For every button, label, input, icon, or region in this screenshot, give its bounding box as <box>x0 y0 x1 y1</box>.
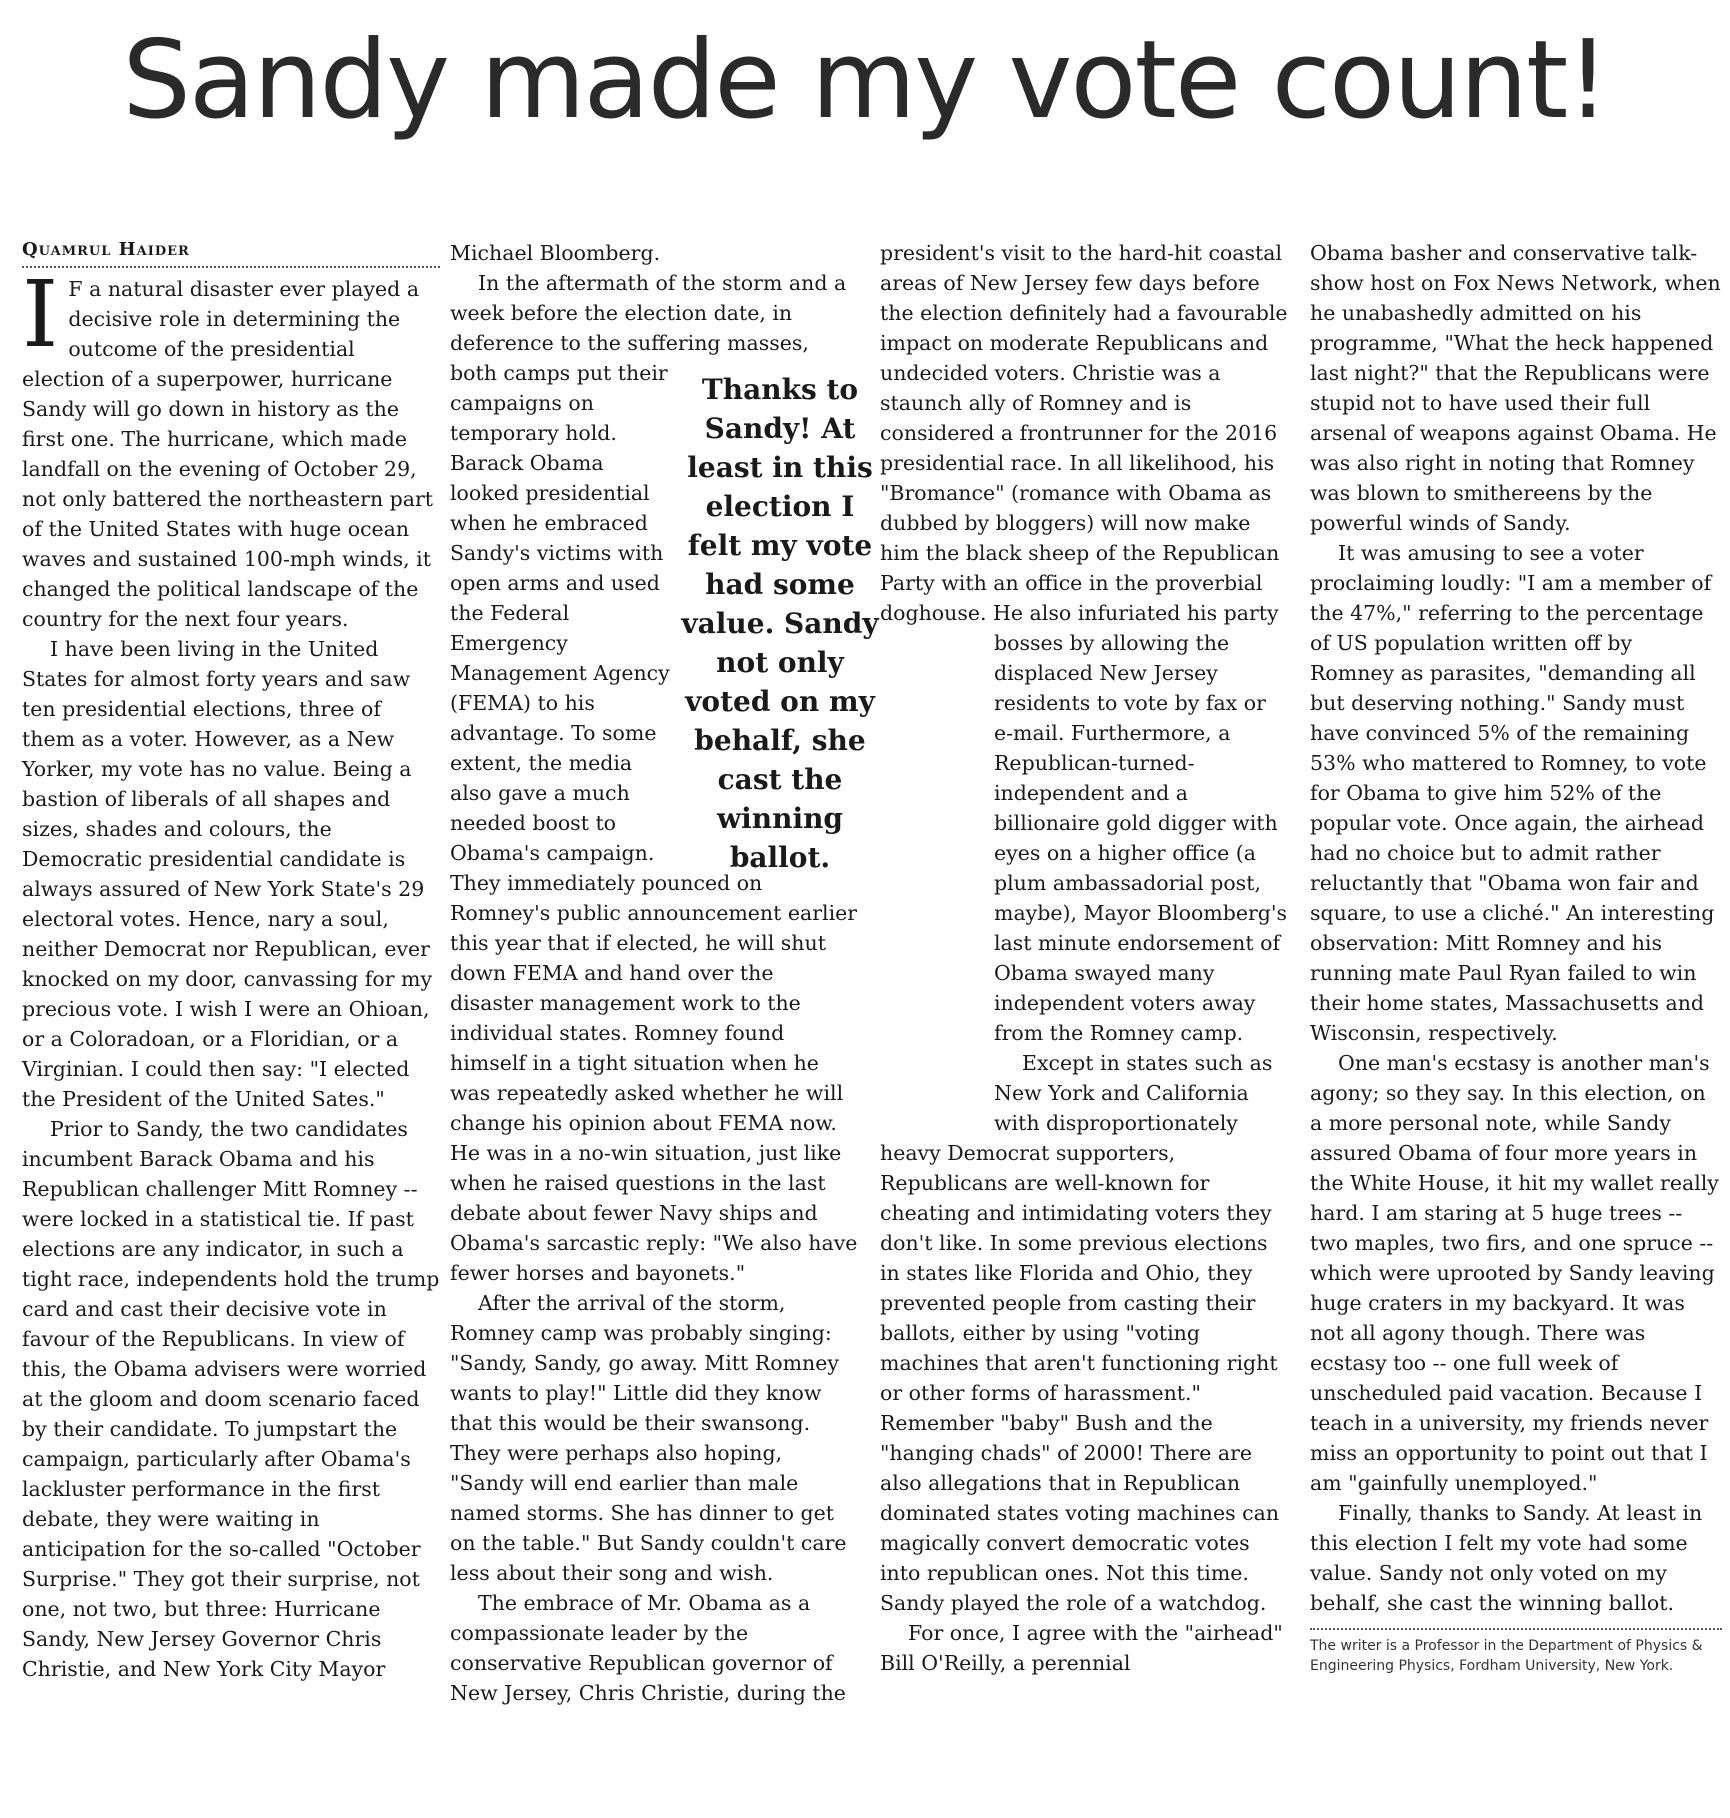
article-paragraph: The embrace of Mr. Obama as a compassionate leader by the conservative Republican governor of New Jersey, Chris Christie, during the <box>450 1591 846 1705</box>
byline: Quamrul Haider <box>22 238 440 268</box>
article-paragraph: Except in states such as New York and California with disproportionately heavy Democrat supporters, Republicans are well-known for cheating and intimidating voters they don't like. In some previous elections in states like Florida and Ohio, they prevented people from casting their ballots, either by using "voting machines that aren't functioning right or other forms of harassment." Remember "baby" Bush and the "hanging chads" of 2000! There are also allegations that in Republican dominated states voting machines can magically convert democratic votes into republican ones. Not this time. Sandy played the role of a watchdog. <box>880 1051 1280 1615</box>
pull-quote-wrap-space <box>880 656 994 1134</box>
article-paragraph: One man's ecstasy is another man's agony; so they say. In this election, on a more personal note, while Sandy assured Obama of four more years in the White House, it hit my wallet really hard. I am staring at 5 huge trees -- two maples, two firs, and one spruce -- which were uprooted by Sandy leaving huge craters in my backyard. It was not all agony though. There was ecstasy too -- one full week of unscheduled paid vacation. Because I teach in a university, my friends never miss an opportunity to point out that I am "gainfully unemployed." <box>1310 1051 1719 1495</box>
article-column-3 <box>880 238 1290 1678</box>
article-paragraph <box>22 261 440 634</box>
article-paragraph: Obama basher and conservative talk-show host on Fox News Network, when he unabashedly admitted on his programme, "What the heck happened last night?" that the Republicans were stupid not to have used their full arsenal of weapons against Obama. He was also right in noting that Romney was blown to smithereens by the powerful winds of Sandy. <box>1310 241 1721 535</box>
paragraph-text: F a natural disaster ever played a decisive role in determining the outcome of the presidential election of a superpower, hurricane Sandy will go down in history as the first one. The hurricane, which made landfall on the evening of October 29, not only battered the northeastern part of the United States with huge ocean waves and sustained 100-mph winds, it changed the political landscape of the country for the next four years. <box>22 277 434 631</box>
drop-cap: I <box>22 261 59 368</box>
article-paragraph: For once, I agree with the "airhead" Bill O'Reilly, a perennial <box>880 1621 1283 1675</box>
headline: Sandy made my vote count! <box>122 18 1608 143</box>
article-column-4 <box>1310 238 1722 1676</box>
article-paragraph: After the arrival of the storm, Romney camp was probably singing: "Sandy, Sandy, go away. Mitt Romney wants to play!" Little did they know that this would be their swansong. They were perhaps also hoping, "Sandy will end earlier than male named storms. She has dinner to get on the table." But Sandy couldn't care less about their song and wish. <box>450 1291 847 1585</box>
article-paragraph: I have been living in the United States for almost forty years and saw ten presidential elections, three of them as a voter. However, as a New Yorker, my vote has no value. Being a bastion of liberals of all shapes and sizes, shades and colours, the Democratic presidential candidate is always assured of New York State's 29 electoral votes. Hence, nary a soul, neither Democrat nor Republican, ever knocked on my door, canvassing for my precious vote. I wish I were an Ohioan, or a Coloradoan, or a Floridian, or a Virginian. I could then say: "I elected the President of the United Sates." <box>22 637 433 1111</box>
article-paragraph: It was amusing to see a voter proclaiming loudly: "I am a member of the 47%," referring to the percentage of US population written off by Romney as parasites, "demanding all but deserving nothing." Sandy must have convinced 5% of the remaining 53% who mattered to Romney, to vote for Obama to give him 52% of the popular vote. Once again, the airhead had no choice but to admit rather reluctantly that "Obama won fair and square, to use a cliché." An interesting observation: Mitt Romney and his running mate Paul Ryan failed to win their home states, Massachusetts and Wisconsin, respectively. <box>1310 541 1715 1045</box>
author-note: The writer is a Professor in the Department of Physics & Engineering Physics, Fordham University, New York. <box>1310 1628 1722 1676</box>
article-column-1 <box>22 238 440 1684</box>
article-paragraph: Michael Bloomberg. <box>450 241 661 265</box>
pull-quote <box>680 372 880 874</box>
article-column-2 <box>450 238 879 1708</box>
pull-quote-text: Thanks to Sandy! At least in this election I felt my vote had some value. Sandy not only voted on my behalf, she cast the winning ballot. <box>681 372 879 874</box>
article-paragraph: Finally, thanks to Sandy. At least in this election I felt my vote had some value. Sandy not only voted on my behalf, she cast the winning ballot. <box>1310 1501 1703 1615</box>
article-paragraph: In the aftermath of the storm and a week before the election date, in deference to the suffering masses, both camps put their campaigns on temporary hold. Barack Obama looked presidential when he embraced Sandy's victims with open arms and used the Federal Emergency Management Agency (FEMA) to his advantage. To some extent, the media also gave a much needed boost to Obama's campaign. They immediately pounced on Romney's public announcement earlier this year that if elected, he will shut down FEMA and hand over the disaster management work to the individual states. Romney found himself in a tight situation when he was repeatedly asked whether he will change his opinion about FEMA now. He was in a no-win situation, just like when he raised questions in the last debate about fewer Navy ships and Obama's sarcastic reply: "We also have fewer horses and bayonets." <box>450 271 858 1285</box>
article-paragraph: Prior to Sandy, the two candidates incumbent Barack Obama and his Republican challenger Mitt Romney -- were locked in a statistical tie. If past elections are any indicator, in such a tight race, independents hold the trump card and cast their decisive vote in favour of the Republicans. In view of this, the Obama advisers were worried at the gloom and doom scenario faced by their candidate. To jumpstart the campaign, particularly after Obama's lackluster performance in the first debate, they were waiting in anticipation for the so-called "October Surprise." They got their surprise, not one, not two, but three: Hurricane Sandy, New Jersey Governor Chris Christie, and New York City Mayor <box>22 1117 440 1681</box>
article-paragraph: president's visit to the hard-hit coastal areas of New Jersey few days before the election definitely had a favourable impact on moderate Republicans and undecided voters. Christie was a staunch ally of Romney and is considered a frontrunner for the 2016 presidential race. In all likelihood, his "Bromance" (romance with Obama as dubbed by bloggers) will now make him the black sheep of the Republican Party with an office in the proverbial doghouse. He also infuriated his party bosses by allowing the displaced New Jersey residents to vote by fax or e-mail. Furthermore, a Republican-turned-independent and a billionaire gold digger with eyes on a higher office (a plum ambassadorial post, maybe), Mayor Bloomberg's last minute endorsement of Obama swayed many independent voters away from the Romney camp. <box>880 241 1288 1045</box>
